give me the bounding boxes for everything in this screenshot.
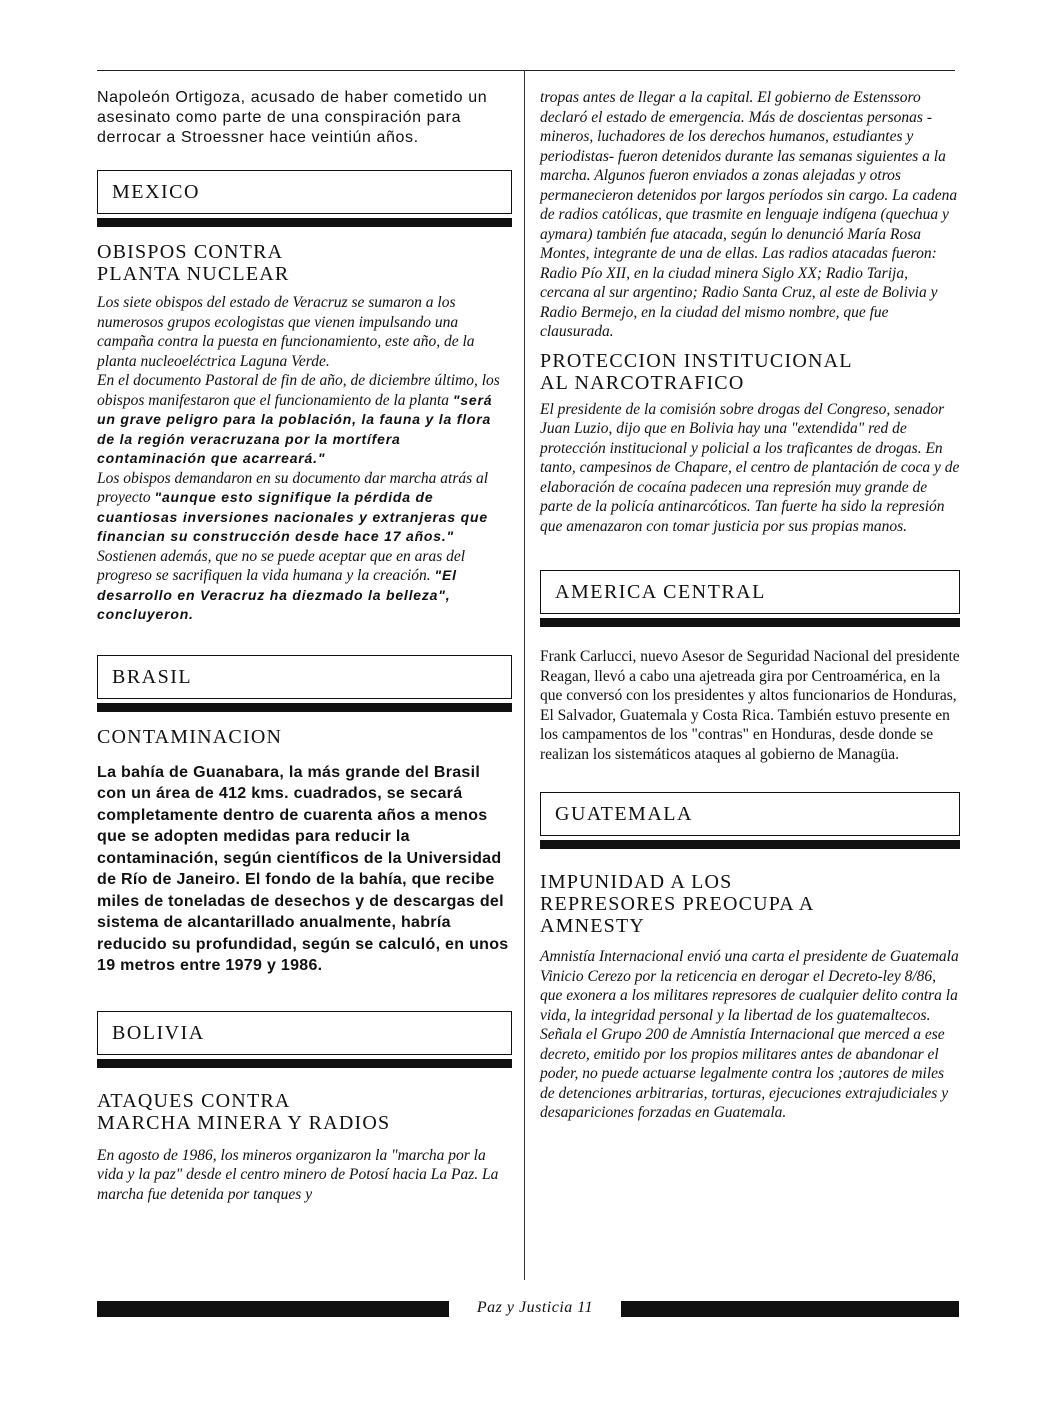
section-bar-guatemala <box>540 840 960 849</box>
mexico-paragraph-4 <box>97 547 512 625</box>
bolivia-body-left: En agosto de 1986, los mineros organizaron la "marcha por la vida y la paz" desde el centro minero de Potosí hacia La Paz. La marcha fue detenida por tanques y <box>97 1146 499 1203</box>
section-header-bolivia <box>97 1011 512 1055</box>
bolivia-body-continued: tropas antes de llegar a la capital. El gobierno de Estenssoro declaró el estado de emergencia. Más de doscientas personas -mineros, luchadores de los derechos humanos, estudiantes y periodistas- fueron detenidos durante las semanas siguientes a la marcha. Algunos fueron enviados a zonas alejadas y otros permanecieron detenidos por largos períodos sin cargo. La cadena de radios católicas, que trasmite en lenguaje indígena (quechua y aymara) también fue atacada, según lo denunció María Rosa Montes, integrante de una de ellas. Las radios atacadas fueron: Radio Pío XII, en la ciudad minera Siglo XX; Radio Tarija, cercana al sur argentino; Radio Santa Cruz, al este de Bolivia y Radio Bermejo, en la ciudad del mismo nombre, que fue clausurada. <box>540 89 958 340</box>
section-title-guatemala: GUATEMALA <box>555 803 693 825</box>
section-header-guatemala <box>540 792 960 836</box>
page-footer <box>97 1299 959 1319</box>
section-bar-brasil <box>97 703 512 712</box>
headline-proteccion-2: AL NARCOTRAFICO <box>540 371 745 394</box>
top-rule-left <box>97 70 524 71</box>
footer-page-label: Paz y Justicia 11 <box>476 1299 594 1316</box>
section-bar-mexico <box>97 218 512 227</box>
mexico-p4-lead: Sostienen además, que no se puede aceptar que en aras del progreso se sacrifiquen la vida humana y la creación. <box>97 547 466 584</box>
section-title-brasil: BRASIL <box>112 665 193 688</box>
mexico-p3-quote: "aunque esto signifique la pérdida de cuantiosas inversiones nacionales y extranjeras que financian su construcción desde hace 17 años." <box>97 489 488 544</box>
section-bar-america-central <box>540 618 960 627</box>
intro-paragraph: Napoleón Ortigoza, acusado de haber cometido un asesinato como parte de una conspiración para derrocar a Stroessner hace veintiún años. <box>97 89 488 146</box>
column-divider <box>524 70 525 1280</box>
mexico-paragraph-2 <box>97 371 512 469</box>
america-central-body: Frank Carlucci, nuevo Asesor de Seguridad Nacional del presidente Reagan, llevó a cabo una ajetreada gira por Centroamérica, en la que conversó con los presidentes y altos funcionarios de Honduras, El Salvador, Guatemala y Costa Rica. También estuvo presente en los campamentos de los "contras" en Honduras, desde donde se realizan los sistemáticos ataques al gobierno de Managüa. <box>540 648 960 763</box>
section-title-bolivia: BOLIVIA <box>112 1021 205 1044</box>
mexico-p4-quote: "El desarrollo en Veracruz ha diezmado la belleza", concluyeron. <box>97 567 457 622</box>
brasil-body: La bahía de Guanabara, la más grande del Brasil con un área de 412 kms. cuadrados, se secará completamente dentro de cuarenta años a menos que se adopten medidas para reducir la contaminación, según científicos de la Universidad de Río de Janeiro. El fondo de la bahía, que recibe miles de toneladas de desechos y de descargas del sistema de alcantarillado anualmente, habría reducido su profundidad, según se calculó, en unos 19 metros entre 1979 y 1986. <box>97 763 509 974</box>
section-title-mexico: MEXICO <box>112 181 200 203</box>
mexico-p3-lead: Los obispos demandaron en su documento dar marcha atrás al proyecto <box>97 469 489 506</box>
headline-impunidad-1: IMPUNIDAD A LOS <box>540 871 733 893</box>
headline-proteccion-1: PROTECCION INSTITUCIONAL <box>540 349 853 372</box>
section-header-america-central <box>540 570 960 614</box>
guatemala-paragraph-2: Señala el Grupo 200 de Amnistía Internacional que merced a ese decreto, emitido por los propios militares antes de abandonar el poder, no puede actuarse legalmente contra los ;autores de miles de detenciones arbitrarias, torturas, ejecuciones extrajudiciales y desapariciones forzadas en Guatemala. <box>540 1026 949 1121</box>
section-header-mexico <box>97 170 512 214</box>
narcotrafico-body: El presidente de la comisión sobre drogas del Congreso, senador Juan Luzio, dijo que en Bolivia hay una "extendida" red de protección institucional y policial a los traficantes de drogas. En tanto, campesinos de Chapare, el centro de plantación de coca y de elaboración de cocaína padecen una represión muy grande de parte de la policía antinarcóticos. Tan fuerte ha sido la represión que amenazaron con tomar justicia por sus propias manos. <box>540 400 960 535</box>
left-column <box>97 88 512 1204</box>
section-bar-bolivia <box>97 1059 512 1068</box>
headline-obispos-2: PLANTA NUCLEAR <box>97 263 290 285</box>
mexico-p2-quote: "será un grave peligro para la población, la fauna y la flora de la región veracruzana por la mortífera contaminación que acarreará." <box>97 391 493 466</box>
mexico-paragraph-1: Los siete obispos del estado de Veracruz se sumaron a los numerosos grupos ecologistas que vienen impulsando una campaña contra la puesta en funcionamiento, este año, de la planta nucleoeléctrica Laguna Verde. <box>97 294 475 370</box>
headline-obispos-1: OBISPOS CONTRA <box>97 241 284 263</box>
section-header-brasil <box>97 655 512 699</box>
footer-bar-left <box>97 1301 449 1317</box>
right-column <box>540 88 960 1123</box>
mexico-paragraph-3 <box>97 469 512 547</box>
guatemala-paragraph-1: Amnistía Internacional envió una carta el presidente de Guatemala Vinicio Cerezo por la reticencia en derogar el Decreto-ley 8/86, que exonera a los militares represores de cualquier delito contra la vida, la integridad personal y la libertad de los guatemaltecos. <box>540 948 959 1024</box>
headline-contaminacion: CONTAMINACION <box>97 725 283 748</box>
mexico-p2-lead: En el documento Pastoral de fin de año, de diciembre último, los obispos manifestaron que el funcionamiento de la planta <box>97 372 500 409</box>
top-rule-right <box>525 70 955 71</box>
headline-ataques-2: MARCHA MINERA Y RADIOS <box>97 1111 391 1134</box>
section-title-america-central: AMERICA CENTRAL <box>555 581 766 603</box>
headline-ataques-1: ATAQUES CONTRA <box>97 1089 291 1112</box>
headline-impunidad-3: AMNESTY <box>540 915 646 937</box>
headline-impunidad-2: REPRESORES PREOCUPA A <box>540 893 815 915</box>
footer-bar-right <box>621 1301 959 1317</box>
